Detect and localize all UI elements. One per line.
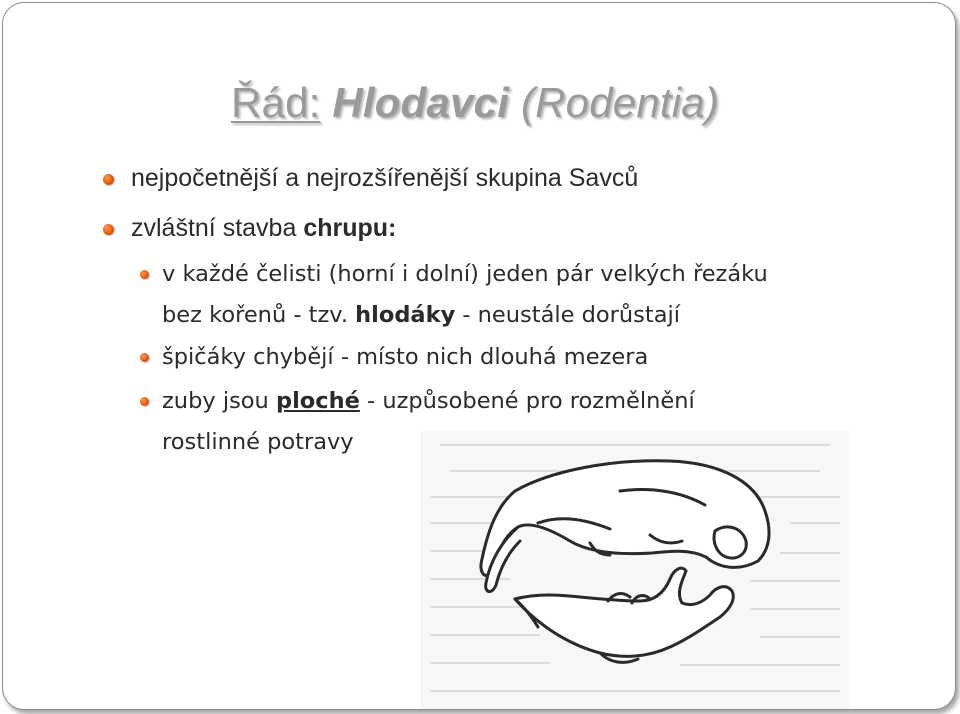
sub-bullet-3-line-1 [162,381,695,421]
sub-bullet-3-bold: ploché [275,388,360,414]
sub-bullet-dot [140,270,149,279]
bullet-dot [103,174,114,185]
sub-bullet-1-pre: bez kořenů - tzv. [162,302,356,328]
slide-title [231,79,719,127]
sub-bullet-1-line-1: v každé čelisti (horní i dolní) jeden pár velkých řezáku [162,261,768,287]
rodent-skull-illustration [420,431,850,709]
bullet-2 [131,214,396,243]
title-latin: (Rodentia) [520,79,720,126]
sub-bullet-dot [140,397,149,406]
bullet-dot [103,224,114,235]
title-prefix: Řád: [231,79,321,126]
sub-bullet-3-post: - uzpůsobené pro rozmělnění [359,388,695,414]
bullet-2-text: zvláštní stavba [131,214,304,242]
bullet-2-bold: chrupu: [303,214,397,242]
sub-bullet-1-bold: hlodáky [355,302,456,328]
bullet-1: nejpočetnější a nejrozšířenější skupina Savců [131,164,639,192]
sub-bullet-dot [140,353,149,362]
sub-bullet-3-pre: zuby jsou [162,388,276,414]
sub-bullet-1-post: - neustále dorůstají [455,302,681,328]
sub-bullet-3-line-2: rostlinné potravy [162,429,354,455]
slide [2,2,956,710]
title-name: Hlodavci [332,79,510,126]
sub-bullet-2: špičáky chybějí - místo nich dlouhá mezera [162,344,649,370]
sub-bullet-1-line-2 [162,295,680,335]
